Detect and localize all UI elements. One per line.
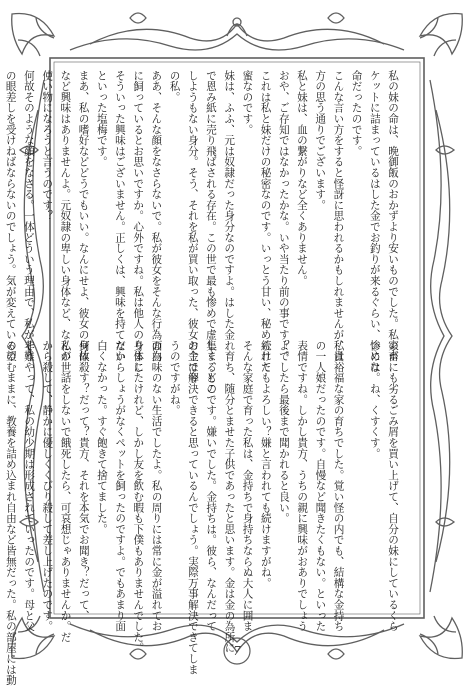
text-column: 命だったのです。 — [350, 70, 363, 157]
text-column: など興味はありませんよ。元奴隷の卑しい身体など、なんの — [59, 70, 72, 362]
text-column: に飼っているとお思いですか。心外ですね。私は他人の身体に — [132, 70, 145, 373]
page-number: 7 — [233, 644, 241, 658]
text-column: 何故そのような顔をなさる。一体どういう理由で、私が非難 — [22, 70, 35, 362]
text-column: 白くなかった。すぐ飽きて捨てました。 — [95, 340, 108, 535]
text-column — [0, 340, 2, 602]
text-column: おや、ご存知ではなかったかな。いや当たり前の事ですよ。 — [277, 70, 290, 362]
text-column: まあ、私の嗜好などどうでもいい。なんにせよ、彼女の身体 — [77, 70, 90, 362]
text-column: ケットに詰まっているはした金でお釣りが来るぐらい、惨めな — [368, 70, 381, 373]
text-column: ああ、そんな顔をなさらないで。私が彼女をそんな行為の為 — [150, 70, 163, 362]
text-column: 私の妹の命は、晩御飯のおかずより安いものでした。私のポ — [387, 70, 399, 362]
text-column: こんな言い方をすると怪訝に思われるかもしれませんが、貴 — [332, 70, 345, 362]
text-column: そういった興味はございません。正しくは、興味を持てない — [113, 70, 126, 362]
text-column: 私と妹は、血の繋がりなど全くありません。 — [295, 70, 308, 286]
text-column: から殺して、静かに優しくくびり殺して差し上げたのです。 — [41, 340, 54, 632]
text-column: の眼差しを受けねばならないのでしょう。気が変えているの — [4, 70, 17, 362]
text-column: の望むままに、教養を詰め込まれ自由など皆無だった。私の部屋には動 — [4, 340, 17, 686]
text-column: うのですがね。 — [168, 340, 181, 416]
text-column: 私は裕福な家の育ちでした。覚い怪の内でも、結構な金持ち — [332, 340, 345, 632]
text-column: りましたけれど、しかし友を飲む暇も下僕もありませんでした。 — [132, 340, 145, 654]
text-block-bottom — [4, 340, 402, 686]
text-column: の私。 — [168, 70, 181, 103]
text-column: これは私と妹だけの秘密なのです。いっとう甘い、秘められた — [259, 70, 272, 373]
text-column: そんな家庭で育った私は、金持ちで身持ちならぬ大人に囲ま — [241, 340, 254, 632]
text-column: 方の思う通りでございます。 — [314, 70, 327, 211]
text-column: お金で解決できると思っているんでしょう。実際万事解決できてしま — [186, 340, 199, 675]
text-column: の一人娘だったのです。自慢など聞きたくもない。といった — [314, 340, 327, 632]
text-column: 蜜なのです。 — [241, 70, 254, 135]
text-column: 家畜にも劣るごみ屑を買い上げて、自分の妹にしているくら — [387, 340, 399, 632]
text-column: しようもない身分。そう、それを私が買い取った、彼女の主は今 — [186, 70, 199, 384]
text-column: だからしょうがなくペットを飼ったのですよ。でもあまり面 — [114, 340, 127, 632]
text-column — [348, 340, 366, 602]
text-column: れ育ち、随分とませた子供であったと思います。金は金の為所に — [223, 340, 236, 654]
text-column: 表情ですね。しかし貴方、うちの親に興味がおありでしょう — [296, 340, 309, 632]
text-column: 私が世話をしないで餓死したら、可哀想じゃありませんか。だ — [59, 340, 72, 643]
text-column: 続けてもよろしい？嫌と言われても続けますがね。 — [259, 340, 272, 589]
text-column: 何故殺す？だって？貴方、それを本気でお聞き？だって、 — [77, 340, 90, 621]
text-column: 使い物になろうと言うのです？ — [41, 70, 54, 222]
text-column: 集まるものです。嫌いでした。金持ちは。彼ら、なんだって — [205, 340, 218, 632]
text-column: ？でしたら最後まで聞かれると良い。 — [277, 340, 290, 524]
text-column: いには。ね、くすくす。 — [368, 340, 381, 459]
text-column: 妹は、ふふ、元は奴隷だった身分なのですよ。はした金 — [223, 70, 236, 340]
text-column: で恩み紙に売り飛ばされる存在。この世で最も惨めで虚しく、どこ — [204, 70, 217, 394]
text-column: そうやって、私の幼少期は形成されていったのです。母と父 — [23, 340, 36, 632]
text-column: 面白味のない生活でしたよ。私の周りには常に金が溢れてお — [150, 340, 163, 632]
text-column: といった塩梅です。 — [95, 70, 108, 168]
